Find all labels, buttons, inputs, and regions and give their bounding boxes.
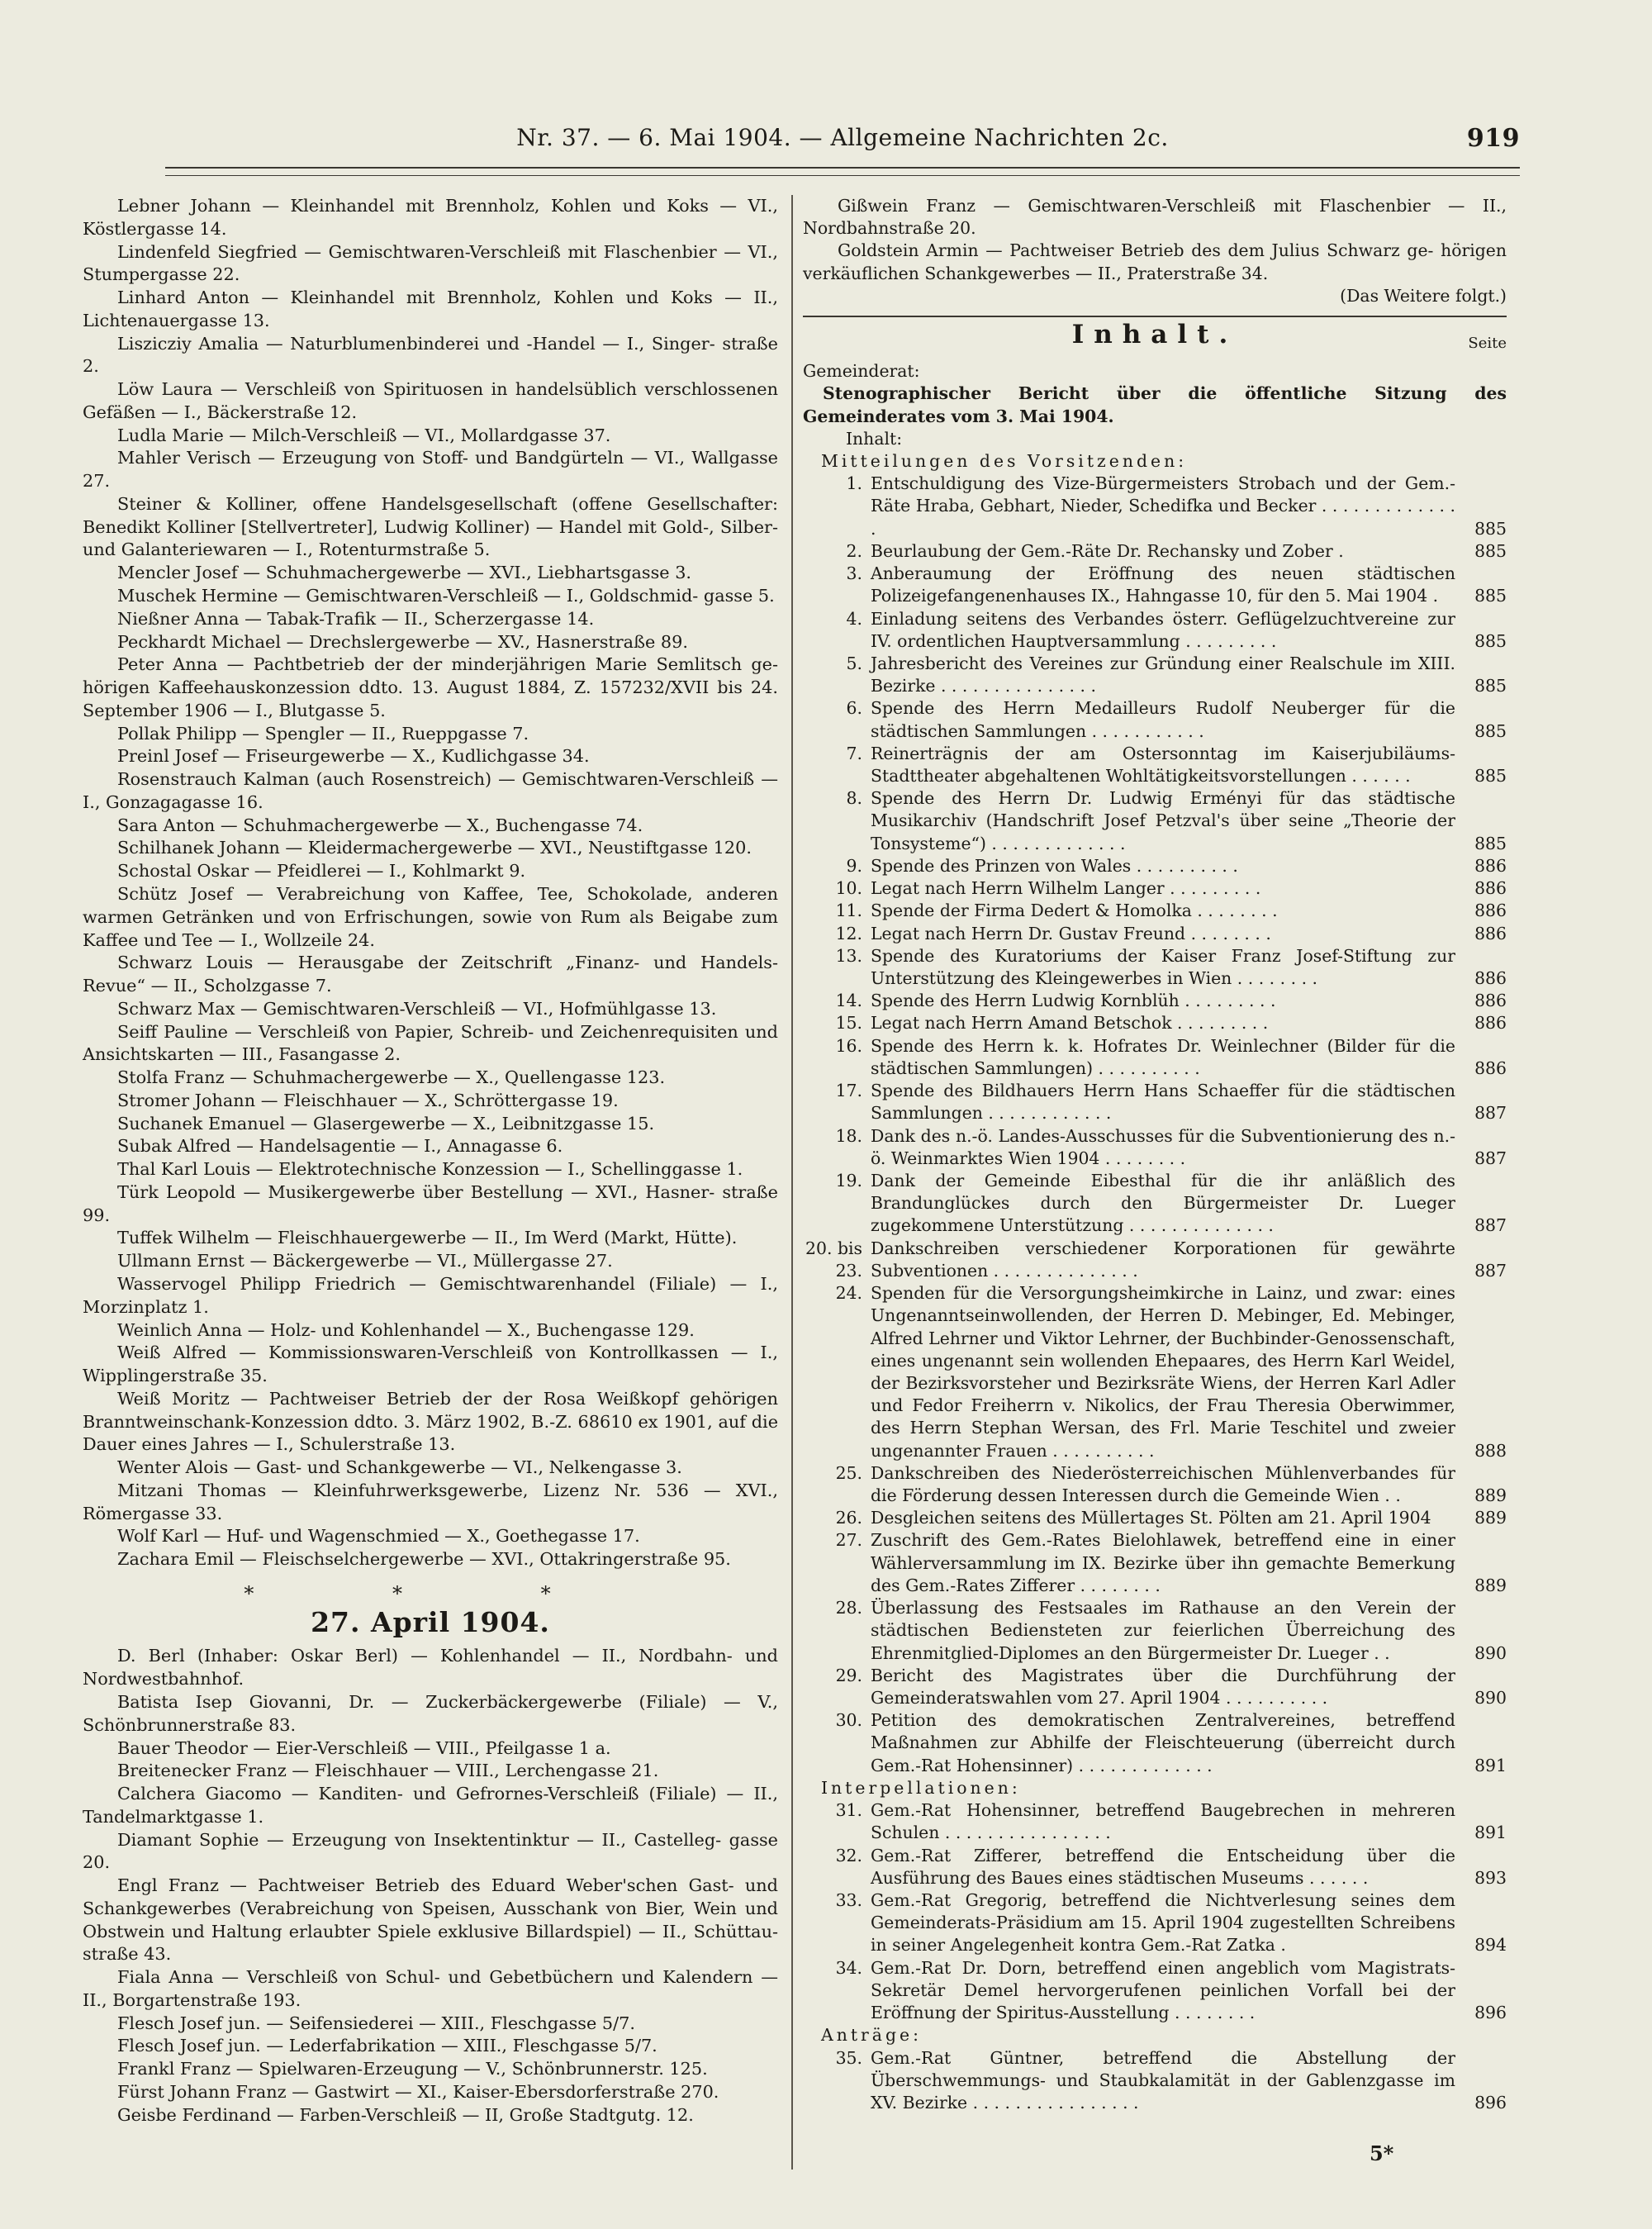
toc-item-page: 889 (1474, 1508, 1507, 1528)
toc-item-text: Legat nach Herrn Amand Betschok . . . . . . . . . (871, 1013, 1269, 1034)
toc-item (803, 473, 1507, 540)
entry-line-rest: Römergasse 33. (83, 1503, 223, 1523)
toc-item-text: Jahresbericht des Vereines zur Gründung einer Realschule im XIII. Bezirke . . . . . . . . . . . . . . . (871, 653, 1455, 696)
registry-entry (83, 723, 778, 746)
entry-line-first: Muschek Hermine — Gemischtwaren-Verschleiß — I., Goldschmid- (117, 586, 699, 606)
registry-entry (83, 425, 778, 448)
registry-entry (83, 2058, 778, 2081)
toc-list-antraege (803, 2047, 1507, 2115)
toc-item-number: 25. (835, 1462, 862, 1483)
entry-line-rest: II., Tandelmarktgasse 1. (83, 1784, 778, 1827)
toc-item-number: 35. (835, 2047, 862, 2068)
registry-entry (83, 1319, 778, 1343)
registry-entry (83, 241, 778, 288)
entry-line-rest: hörigen Kaffeehauskonzession ddto. 13. August 1884, Z. 157232/XVII bis 24. September 1906 — I., Blutgasse 5. (83, 677, 778, 720)
toc-item-text: Überlassung des Festsaales im Rathause an den Verein der städtischen Bediensteten zur feierlichen Überreichung des Ehrenmitglied-Diplomes an den Bürgermeister Dr. Lueger . . (871, 1598, 1455, 1663)
toc-item-page: 891 (1474, 1755, 1507, 1775)
entry-line-first: Mitzani Thomas — Kleinfuhrwerksgewerbe, Lizenz Nr. 536 — XVI., (117, 1480, 778, 1500)
toc-item-text: Gem.-Rat Gregorig, betreffend die Nichtverlesung seines dem Gemeinderats-Präsidium am 15. April 1904 zugestellten Schreibens in seiner Angelegenheit kontra Gem.-Rat Zatka . (871, 1889, 1455, 1956)
entry-line-first: Mahler Verisch — Erzeugung von Stoff- und Bandgürteln — VI., (117, 448, 686, 468)
registry-entry (83, 1829, 778, 1875)
toc-item-number: 4. (846, 608, 862, 629)
entry-line-rest: straße 2. (83, 333, 778, 377)
registry-entry (83, 1457, 778, 1480)
registry-entry (83, 195, 778, 241)
toc-item (803, 1597, 1507, 1665)
toc-item-number: 26. (835, 1508, 862, 1528)
registry-entry (83, 2104, 778, 2127)
entry-line-rest: Kolliner [Stellvertreter], Ludwig Kolliner) — Handel mit Gold-, Silber- und Galanteriewaren — I., Rotenturmstraße 5. (83, 516, 778, 560)
antraege-label: Anträge: (821, 2025, 922, 2046)
toc-item-text: Spende des Herrn Medailleurs Rudolf Neuberger für die städtischen Sammlungen . . . . . . . . . . . (871, 698, 1455, 741)
entry-line-first: D. Berl (Inhaber: Oskar Berl) — Kohlenhandel — II., Nordbahn- (117, 1646, 733, 1666)
entry-line-first: Linhard Anton — Kleinhandel mit Brennholz, Kohlen und Koks — (117, 288, 742, 308)
toc-item-number: 16. (835, 1035, 862, 1056)
toc-item-text: Spenden für die Versorgungsheimkirche in Lainz, und zwar: eines Ungenanntseinwollenden, der Herren D. Mebinger, Ed. Mebinger, Alfred Lehrner und Viktor Lehrner, der Buchbinder-Genossenschaft, eines ungenannt sein wollenden Ehepaares, des Herrn Karl Weidel, der Bezirksvorsteher und Bezirksräte Wiens, der Herren Karl Adler und Fedor Freiherrn v. Nikolics, der Frau Theresia Oberwimmer, des Herrn Stephan Wersan, des Frl. Marie Teschitel und zweier ungenannter Frauen . . . . . . . . . . (871, 1283, 1455, 1461)
entry-line-rest: Wipplingerstraße 35. (83, 1366, 268, 1386)
toc-item-page: 886 (1474, 855, 1507, 876)
toc-item-page: 885 (1474, 833, 1507, 853)
entry-line-first: Batista Isep Giovanni, Dr. — Zuckerbäckergewerbe (Filiale) — V., (117, 1692, 778, 1712)
toc-item-page: 890 (1474, 1688, 1507, 1708)
entry-line-rest: hörigen verkäuflichen Schankgewerbes — II., Praterstraße 34. (803, 240, 1507, 283)
toc-item (803, 1462, 1507, 1507)
toc-item (803, 923, 1507, 945)
entry-line-first: Tuffek Wilhelm — Fleischhauergewerbe — II., Im Werd (Markt, Hütte). (117, 1228, 738, 1248)
entry-line-rest: Nordbahnstraße 20. (803, 218, 976, 239)
entry-line-first: Goldstein Armin — Pachtweiser Betrieb des dem Julius Schwarz ge- (838, 240, 1434, 261)
left-column (83, 195, 778, 2127)
registry-entry (83, 287, 778, 333)
toc-item-page: 886 (1474, 991, 1507, 1011)
entry-line-rest: Wallgasse 27. (83, 448, 778, 492)
entry-line-first: Zachara Emil — Fleischselchergewerbe — XVI., Ottakringerstraße 95. (117, 1549, 731, 1570)
toc-item-number: 27. (835, 1530, 862, 1551)
registry-entry (83, 1067, 778, 1090)
registry-entry (803, 240, 1507, 284)
toc-item-text: Legat nach Herrn Dr. Gustav Freund . . . . . . . . (871, 923, 1271, 943)
entry-line-first: Schilhanek Johann — Kleidermachergewerbe — XVI., Neustiftgasse 120. (117, 838, 752, 858)
toc-item-number: 1. (846, 473, 862, 494)
toc-item-page: 885 (1474, 630, 1507, 651)
toc-item-text: Zuschrift des Gem.-Rates Bielohlawek, betreffend eine in einer Wählerversammlung im IX. Bezirke über ihn gemachte Bemerkung des Gem.-Rates Zifferer . . . . . . . . (871, 1530, 1455, 1595)
toc-item-page: 886 (1474, 968, 1507, 988)
toc-item-number: 32. (835, 1845, 862, 1865)
toc-item (803, 1889, 1507, 1957)
entry-line-first: Schütz Josef — Verabreichung von Kaffee, Tee, Schokolade, anderen (117, 883, 778, 904)
entry-line-first: Frankl Franz — Spielwaren-Erzeugung — V., Schönbrunnerstr. 125. (117, 2059, 708, 2079)
entry-line-first: Pollak Philipp — Spengler — II., Rueppgasse 7. (117, 723, 529, 744)
entry-line-rest: Schankgewerbes (Verabreichung von Speisen, Ausschank von Bier, Wein und Obstwein und Haltung erlaubter Spiele exklusive Billardspiel) — II., Schüttau-straße 43. (83, 1898, 778, 1965)
toc-item-number: 28. (835, 1598, 862, 1618)
entry-line-rest: gasse 5. (703, 586, 775, 606)
signature-mark: 5* (1370, 2141, 1394, 2165)
toc-list-interpellationen (803, 1799, 1507, 2024)
entry-line-first: Preinl Josef — Friseurgewerbe — X., Kudlichgasse 34. (117, 746, 590, 767)
entry-line-first: Fiala Anna — Verschleiß von Schul- und Gebetbüchern und Kalendern (117, 1967, 753, 1988)
toc-item (803, 1238, 1507, 1282)
entry-line-rest: Gefäßen — I., Bäckerstraße 12. (83, 402, 358, 422)
toc-item-text: Dankschreiben verschiedener Korporationen für gewährte Subventionen . . . . . . . . . . . . . . (871, 1238, 1455, 1281)
entry-line-first: Subak Alfred — Handelsagentie — I., Annagasse 6. (117, 1136, 563, 1157)
toc-item-page: 894 (1474, 1935, 1507, 1956)
toc-item (803, 1957, 1507, 2025)
toc-item-number: 15. (835, 1013, 862, 1034)
running-title: Nr. 37. — 6. Mai 1904. — Allgemeine Nachrichten 2c. (516, 124, 1169, 151)
registry-entry (83, 653, 778, 722)
entry-line-rest: gasse 20. (83, 1829, 778, 1873)
entry-line-first: Schwarz Louis — Herausgabe der Zeitschrift „Finanz- und Handels- (117, 953, 778, 973)
registry-entry (83, 562, 778, 585)
registry-entry (83, 1158, 778, 1181)
entry-line-first: Ullmann Ernst — Bäckergewerbe — VI., Müllergasse 27. (117, 1251, 613, 1271)
toc-item-number: 31. (835, 1800, 862, 1821)
entry-line-first: Calchera Giacomo — Kanditen- und Gefrornes-Verschleiß (Filiale) — (117, 1784, 744, 1804)
toc-item-text: Einladung seitens des Verbandes österr. Geflügelzuchtvereine zur IV. ordentlichen Hauptversammlung . . . . . . . . . (871, 608, 1455, 651)
entry-line-first: Weiß Moritz — Pachtweiser Betrieb der der Rosa Weißkopf gehörigen (117, 1388, 778, 1409)
registry-entry (83, 378, 778, 425)
page-number: 919 (1466, 124, 1520, 153)
entry-line-first: Liszicziy Amalia — Naturblumenbinderei und -Handel — I., Singer- (117, 333, 715, 354)
registry-entry (83, 1021, 778, 1067)
toc-item-number: 18. (835, 1125, 862, 1146)
entry-line-rest: und Nordwestbahnhof. (83, 1646, 778, 1690)
toc-item-number: 14. (835, 991, 862, 1011)
entry-line-rest: Revue“ — II., Scholzgasse 7. (83, 976, 332, 996)
toc-item (803, 900, 1507, 922)
toc-item (803, 540, 1507, 563)
toc-item (803, 743, 1507, 787)
toc-item-text: Gem.-Rat Zifferer, betreffend die Entscheidung über die Ausführung des Baues eines städtischen Museums . . . . . . (871, 1845, 1455, 1888)
registry-entry (83, 1760, 778, 1783)
entry-line-first: Rosenstrauch Kalman (auch Rosenstreich) — Gemischtwaren-Verschleiß — (117, 769, 778, 790)
toc-item-page: 891 (1474, 1823, 1507, 1843)
toc-item-text: Entschuldigung des Vize-Bürgermeisters Strobach und der Gem.-Räte Hraba, Gebhart, Nieder, Schedifka und Becker . . . . . . . . . . . . . . (871, 473, 1455, 539)
entry-line-rest: Branntweinschank-Konzession ddto. 3. März 1902, B.-Z. 68610 ex 1901, auf die Dauer eines Jahres — I., Schulerstraße 13. (83, 1411, 778, 1455)
interpellationen-label: Interpellationen: (821, 1777, 1021, 1798)
entry-line-first: Nießner Anna — Tabak-Trafik — II., Scherzergasse 14. (117, 608, 595, 629)
entry-line-rest: II., Lichtenauergasse 13. (83, 288, 778, 330)
toc-item-text: Legat nach Herrn Wilhelm Langer . . . . . . . . . (871, 878, 1261, 899)
toc-item-text: Spende des Herrn k. k. Hofrates Dr. Weinlechner (Bilder für die städtischen Sammlungen) . . . . . . . . . . (871, 1035, 1455, 1078)
registry-entry (83, 1737, 778, 1761)
toc-title: Inhalt. (1071, 320, 1238, 350)
toc-item (803, 1507, 1507, 1529)
toc-item-page: 886 (1474, 923, 1507, 943)
toc-item (803, 877, 1507, 900)
toc-item-page: 886 (1474, 901, 1507, 921)
date-heading: 27. April 1904. (311, 1605, 550, 1638)
entry-line-first: Steiner & Kolliner, offene Handelsgesellschaft (offene Gesellschafter: Benedikt (83, 493, 778, 537)
toc-item-page: 896 (1474, 2003, 1507, 2023)
entry-line-first: Fürst Johann Franz — Gastwirt — XI., Kaiser-Ebersdorferstraße 270. (117, 2082, 719, 2103)
entry-line-first: Suchanek Emanuel — Glasergewerbe — X., Leibnitzgasse 15. (117, 1113, 655, 1134)
toc-item-text: Gem.-Rat Güntner, betreffend die Abstellung der Überschwemmungs- und Staubkalamität in der Gablenzgasse im XV. Bezirke . . . . . . . . . . . . . . . . (871, 2047, 1455, 2113)
toc-item-page: 889 (1474, 1575, 1507, 1595)
registry-entry (83, 2035, 778, 2058)
toc-item (803, 608, 1507, 653)
registry-entry (83, 1480, 778, 1526)
toc-item (803, 1665, 1507, 1709)
registry-entry (83, 447, 778, 493)
registry-entry (83, 1875, 778, 1966)
toc-header (803, 320, 1507, 360)
entry-line-first: Seiff Pauline — Verschleiß von Papier, Schreib- und Zeichenrequisiten (117, 1021, 738, 1042)
toc-item-page: 885 (1474, 720, 1507, 741)
toc-item-page: 890 (1474, 1642, 1507, 1663)
registry-entry (83, 883, 778, 952)
toc-item (803, 1529, 1507, 1597)
registry-entries-continued (803, 195, 1507, 285)
registry-entry (83, 837, 778, 860)
toc-item-number: 9. (846, 855, 862, 876)
registry-entry (83, 1645, 778, 1691)
toc-item-page: 887 (1474, 1103, 1507, 1124)
toc-item-text: Petition des demokratischen Zentralvereines, betreffend Maßnahmen zur Abhilfe der Fleischteuerung (überreicht durch Gem.-Rat Hohensinner) . . . . . . . . . . . . . (871, 1710, 1455, 1775)
entry-line-first: Bauer Theodor — Eier-Verschleiß — VIII., Pfeilgasse 1 a. (117, 1737, 611, 1758)
toc-item-page: 885 (1474, 586, 1507, 606)
entry-line-first: Weinlich Anna — Holz- und Kohlenhandel — X., Buchengasse 129. (117, 1319, 695, 1340)
entry-line-rest: I., Gonzagagasse 16. (83, 791, 263, 812)
toc-item-text: Spende des Bildhauers Herrn Hans Schaeffer für die städtischen Sammlungen . . . . . . . . . . . . (871, 1081, 1455, 1124)
registry-entry (83, 1227, 778, 1250)
entry-line-first: Flesch Josef jun. — Seifensiederei — XIII., Fleschgasse 5/7. (117, 2013, 635, 2033)
entry-line-first: Peckhardt Michael — Drechslergewerbe — XV., Hasnerstraße 89. (117, 631, 688, 652)
toc-item-page: 887 (1474, 1260, 1507, 1281)
page-header (165, 124, 1520, 162)
toc-item-page: 896 (1474, 2092, 1507, 2113)
toc-item-number: 29. (835, 1665, 862, 1685)
toc-item-page: 887 (1474, 1215, 1507, 1236)
registry-entry (83, 1691, 778, 1737)
toc-item-text: Anberaumung der Eröffnung des neuen städtischen Polizeigefangenenhauses IX., Hahngasse 10, für den 5. Mai 1904 . (871, 563, 1455, 606)
entry-line-first: Stolfa Franz — Schuhmachergewerbe — X., Quellengasse 123. (117, 1067, 666, 1088)
toc-item (803, 1080, 1507, 1124)
entry-line-first: Gißwein Franz — Gemischtwaren-Verschleiß mit Flaschenbier — II., (838, 196, 1507, 216)
right-column (803, 195, 1507, 2114)
toc-list-mitteilungen (803, 473, 1507, 1777)
entry-line-first: Wasservogel Philipp Friedrich — Gemischtwarenhandel (Filiale) — I., (117, 1273, 778, 1294)
header-rule (165, 167, 1520, 176)
toc-item-number: 8. (846, 788, 862, 809)
toc-item-number: 6. (846, 698, 862, 719)
registry-entry (83, 1113, 778, 1136)
entry-line-first: Löw Laura — Verschleiß von Spirituosen in handelsüblich verschlossenen (117, 379, 778, 400)
entry-line-rest: VI., Stumpergasse 22. (83, 241, 778, 285)
registry-entry (83, 2081, 778, 2104)
entry-line-first: Ludla Marie — Milch-Verschleiß — VI., Mollardgasse 37. (117, 425, 611, 445)
toc-item-text: Desgleichen seitens des Müllertages St. Pölten am 21. April 1904 (871, 1508, 1431, 1528)
registry-entry (83, 1525, 778, 1548)
toc-item-page: 885 (1474, 676, 1507, 696)
toc-item-page: 888 (1474, 1440, 1507, 1461)
entry-line-first: Weiß Alfred — Kommissionswaren-Verschleiß von Kontrollkassen — I., (117, 1343, 778, 1363)
entry-line-first: Mencler Josef — Schuhmachergewerbe — XVI., Liebhartsgasse 3. (117, 563, 692, 583)
entry-line-first: Stromer Johann — Fleischhauer — X., Schröttergasse 19. (117, 1090, 619, 1110)
toc-item-text: Beurlaubung der Gem.-Räte Dr. Rechansky und Zober . (871, 540, 1344, 561)
entry-line-rest: VI., Köstlergasse 14. (83, 196, 778, 239)
toc-item-page: 885 (1474, 518, 1507, 539)
toc-item-text: Spende des Herrn Dr. Ludwig Erményi für das städtische Musikarchiv (Handschrift Josef Petzval's über seine „Theorie der Tonsysteme“) . . . . . . . . . . . . . (871, 788, 1455, 853)
registry-entry (83, 1783, 778, 1829)
toc-item (803, 2047, 1507, 2115)
entry-line-first: Wenter Alois — Gast- und Schankgewerbe — VI., Nelkengasse 3. (117, 1457, 682, 1478)
entry-line-first: Thal Karl Louis — Elektrotechnische Konzession — I., Schellinggasse 1. (117, 1159, 743, 1180)
entry-line-first: Lindenfeld Siegfried — Gemischtwaren-Verschleiß mit Flaschenbier — (117, 241, 742, 262)
toc-item-number: 5. (846, 653, 862, 673)
registry-entry (83, 768, 778, 815)
registry-entry (803, 195, 1507, 240)
registry-entry (83, 1342, 778, 1388)
toc-item-number: 7. (846, 743, 862, 763)
toc-item (803, 1282, 1507, 1462)
registry-entry (83, 1548, 778, 1571)
toc-item-page: 889 (1474, 1485, 1507, 1506)
toc-item-page: 893 (1474, 1867, 1507, 1888)
registry-entries-list-april (83, 1645, 778, 2127)
registry-entry (83, 2013, 778, 2036)
entry-line-first: Engl Franz — Pachtweiser Betrieb des Eduard Weber'schen Gast- und (117, 1875, 778, 1896)
registry-entry (83, 1273, 778, 1319)
toc-item-number: 3. (846, 563, 862, 584)
column-divider (791, 195, 793, 2170)
registry-entry (83, 1966, 778, 2013)
inhalt-label: Inhalt: (846, 428, 903, 449)
toc-item-number: 10. (835, 878, 862, 899)
toc-item-page: 886 (1474, 1013, 1507, 1034)
section-separator-stars: * * * (244, 1581, 617, 1605)
toc-item (803, 1709, 1507, 1777)
toc-item (803, 653, 1507, 697)
entry-line-rest: straße 99. (83, 1181, 778, 1225)
toc-item-text: Gem.-Rat Hohensinner, betreffend Baugebrechen in mehreren Schulen . . . . . . . . . . . . . . . . (871, 1800, 1455, 1843)
registry-entry (83, 333, 778, 379)
toc-rule (803, 316, 1507, 317)
toc-item-number: 20. bis 23. (805, 1238, 862, 1281)
entry-line-rest: — II., Borgartenstraße 193. (83, 1967, 778, 2010)
toc-item (803, 563, 1507, 607)
toc-item (803, 1012, 1507, 1034)
bericht-title: Stenographischer Bericht über die öffentliche Sitzung des Gemeinderates vom 3. Mai 1904. (803, 383, 1507, 426)
toc-item (803, 990, 1507, 1012)
entry-line-first: Breitenecker Franz — Fleischhauer — VIII., Lerchengasse 21. (117, 1761, 659, 1781)
toc-item-text: Reinerträgnis der am Ostersonntag im Kaiserjubiläums-Stadttheater abgehaltenen Wohltätigkeitsvorstellungen . . . . . . (871, 743, 1455, 787)
entry-line-first: Flesch Josef jun. — Lederfabrikation — XIII., Fleschgasse 5/7. (117, 2036, 657, 2056)
entry-line-rest: warmen Getränken und von Erfrischungen, sowie von Rum als Beigabe zum Kaffee und Tee — I., Wollzeile 24. (83, 906, 778, 950)
registry-entry (83, 998, 778, 1021)
entry-line-first: Peter Anna — Pachtbetrieb der der minderjährigen Marie Semlitsch ge- (117, 654, 778, 675)
entry-line-rest: und Ansichtskarten — III., Fasangasse 2. (83, 1021, 778, 1065)
toc-item-number: 33. (835, 1889, 862, 1910)
toc-item-number: 30. (835, 1710, 862, 1731)
registry-entry (83, 1181, 778, 1228)
entry-line-rest: Morzinplatz 1. (83, 1296, 209, 1317)
toc-page-label: Seite (1468, 335, 1507, 353)
toc-item-text: Bericht des Magistrates über die Durchführung der Gemeinderatswahlen vom 27. April 1904 . . . . . . . . . . (871, 1665, 1455, 1708)
registry-entries-list (83, 195, 778, 1571)
toc-item-number: 13. (835, 945, 862, 966)
toc-item (803, 787, 1507, 855)
toc-item (803, 697, 1507, 742)
toc-item-text: Dank der Gemeinde Eibesthal für die ihr anläßlich des Brandunglückes durch den Bürgermeister Dr. Lueger zugekommene Unterstützung . . . . . . . . . . . . . . (871, 1170, 1455, 1236)
entry-line-first: Lebner Johann — Kleinhandel mit Brennholz, Kohlen und Koks — (117, 196, 738, 216)
toc-item-text: Dank des n.-ö. Landes-Ausschusses für die Subventionierung des n.-ö. Weinmarktes Wien 1904 . . . . . . . . (871, 1125, 1455, 1168)
entry-line-rest: Schönbrunnerstraße 83. (83, 1714, 297, 1735)
registry-entry (83, 1250, 778, 1273)
registry-entry (83, 585, 778, 608)
entry-line-first: Geisbe Ferdinand — Farben-Verschleiß — II, Große Stadtgutg. 12. (117, 2104, 694, 2125)
toc-item-number: 11. (835, 901, 862, 921)
toc-item (803, 855, 1507, 877)
entry-line-first: Schwarz Max — Gemischtwaren-Verschleiß — VI., Hofmühlgasse 13. (117, 998, 717, 1019)
registry-entry (83, 745, 778, 768)
toc-item-text: Spende der Firma Dedert & Homolka . . . . . . . . (871, 901, 1278, 921)
registry-entry (83, 1135, 778, 1158)
entry-line-first: Schostal Oskar — Pfeidlerei — I., Kohlmarkt 9. (117, 861, 526, 882)
toc-item-number: 2. (846, 540, 862, 561)
gemeinderat-label: Gemeinderat: (803, 361, 920, 382)
toc-item-number: 34. (835, 1957, 862, 1978)
toc-item (803, 1845, 1507, 1889)
toc-item-page: 887 (1474, 1148, 1507, 1168)
entry-line-first: Sara Anton — Schuhmachergewerbe — X., Buchengasse 74. (117, 815, 643, 835)
toc-item (803, 1170, 1507, 1238)
toc-item-number: 19. (835, 1170, 862, 1191)
toc-item-page: 886 (1474, 1057, 1507, 1078)
toc-item-number: 17. (835, 1081, 862, 1101)
registry-entry (83, 952, 778, 998)
toc-item-page: 885 (1474, 540, 1507, 561)
entry-line-first: Diamant Sophie — Erzeugung von Insektentinktur — II., Castelleg- (117, 1829, 722, 1850)
toc-item-text: Spende des Prinzen von Wales . . . . . . . . . . (871, 855, 1238, 876)
toc-item-number: 24. (835, 1283, 862, 1304)
toc-item (803, 945, 1507, 990)
entry-line-first: Türk Leopold — Musikergewerbe über Bestellung — XVI., Hasner- (117, 1181, 715, 1202)
registry-entry (83, 1090, 778, 1113)
toc-item-text: Dankschreiben des Niederösterreichischen Mühlenverbandes für die Förderung dessen Interessen durch die Gemeinde Wien . . (871, 1462, 1455, 1506)
toc-item-text: Spende des Kuratoriums der Kaiser Franz Josef-Stiftung zur Unterstützung des Kleingewerbes in Wien . . . . . . . . (871, 945, 1455, 988)
registry-entry (83, 608, 778, 631)
toc-item-text: Gem.-Rat Dr. Dorn, betreffend einen angeblich vom Magistrats-Sekretär Demel hervorgerufenen peinlichen Vorfall bei der Eröffnung der Spiritus-Ausstellung . . . . . . . . (871, 1957, 1455, 2023)
toc-item (803, 1035, 1507, 1080)
toc-item (803, 1125, 1507, 1170)
registry-entry (83, 493, 778, 562)
registry-entry (83, 631, 778, 654)
registry-entry (83, 860, 778, 883)
continued-note: (Das Weitere folgt.) (1340, 285, 1507, 306)
toc-item-text: Spende des Herrn Ludwig Kornblüh . . . . . . . . . (871, 991, 1276, 1011)
toc-item-number: 12. (835, 923, 862, 943)
entry-line-first: Wolf Karl — Huf- und Wagenschmied — X., Goethegasse 17. (117, 1526, 640, 1547)
registry-entry (83, 1388, 778, 1457)
toc-item-page: 886 (1474, 878, 1507, 899)
registry-entry (83, 815, 778, 838)
toc-item (803, 1799, 1507, 1844)
mitteilungen-label: Mitteilungen des Vorsitzenden: (821, 450, 1188, 471)
toc-item-page: 885 (1474, 766, 1507, 787)
